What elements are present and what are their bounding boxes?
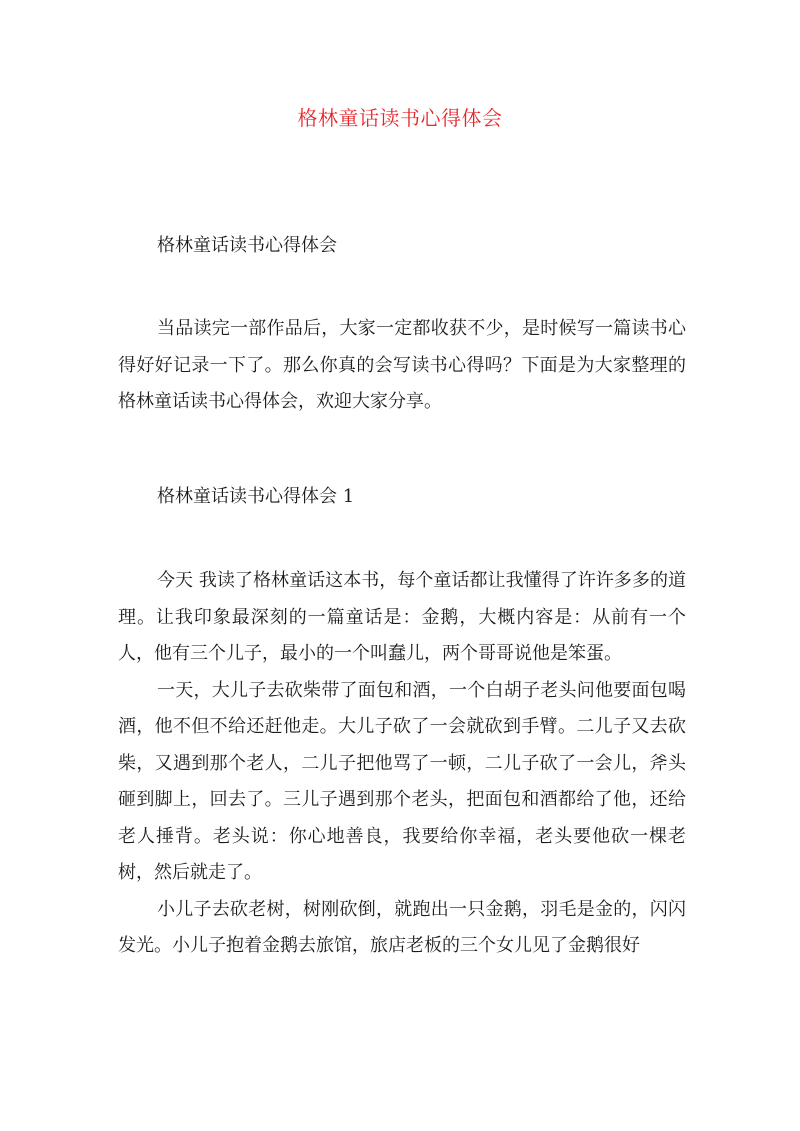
- body-text: [118, 563, 686, 965]
- body-paragraph: 小儿子去砍老树，树刚砍倒，就跑出一只金鹅，羽毛是金的，闪闪发光。小儿子抱着金鹅去旅馆，旅店老板的三个女儿见了金鹅很好: [118, 898, 686, 956]
- body-paragraph: 今天 我读了格林童话这本书，每个童话都让我懂得了许许多多的道理。让我印象最深刻的一篇童话是：金鹅，大概内容是：从前有一个人，他有三个儿子，最小的一个叫蠢儿，两个哥哥说他是笨蛋。: [118, 570, 686, 664]
- document-subtitle: 格林童话读书心得体会: [157, 235, 337, 256]
- document-title: 格林童话读书心得体会: [297, 106, 503, 130]
- section-heading: 格林童话读书心得体会 1: [157, 486, 355, 507]
- body-paragraph: 一天，大儿子去砍柴带了面包和酒，一个白胡子老头问他要面包喝酒，他不但不给还赶他走。大儿子砍了一会就砍到手臂。二儿子又去砍柴，又遇到那个老人，二儿子把他骂了一顿，二儿子砍了一会儿，斧头砸到脚上，回去了。三儿子遇到那个老头，把面包和酒都给了他，还给老人捶背。老头说：你心地善良，我要给你幸福，老头要他砍一棵老树，然后就走了。: [118, 679, 686, 883]
- intro-paragraph: 当品读完一部作品后，大家一定都收获不少，是时候写一篇读书心得好好记录一下了。那么你真的会写读书心得吗？下面是为大家整理的格林童话读书心得体会，欢迎大家分享。: [118, 318, 686, 412]
